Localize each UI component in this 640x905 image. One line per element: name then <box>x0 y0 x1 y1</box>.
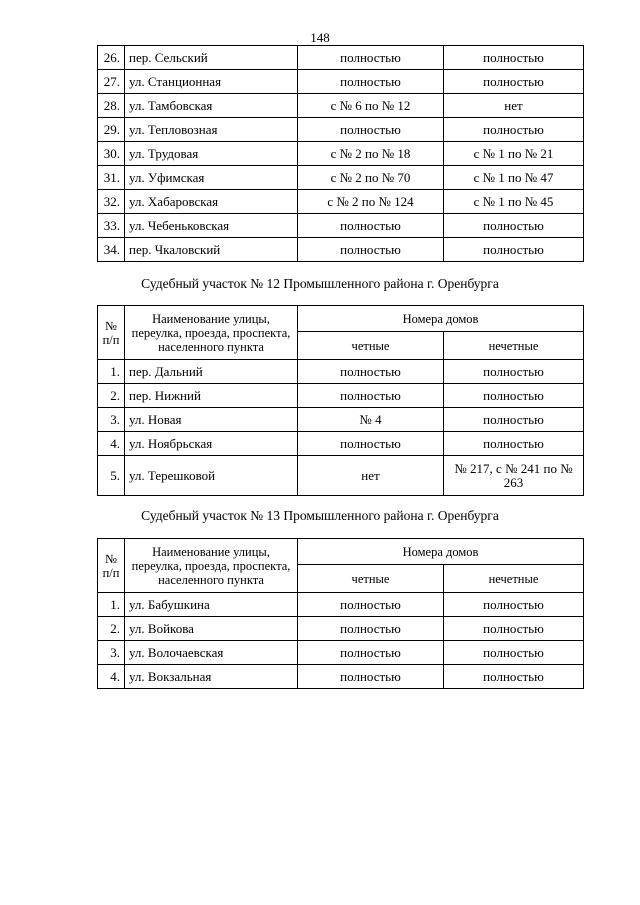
odd-houses: нет <box>444 94 584 118</box>
even-houses: полностью <box>298 360 444 384</box>
even-houses: нет <box>298 456 444 496</box>
street-name: пер. Сельский <box>125 46 298 70</box>
row-number: 4. <box>98 432 125 456</box>
street-name: пер. Нижний <box>125 384 298 408</box>
street-name: пер. Дальний <box>125 360 298 384</box>
odd-houses: полностью <box>444 432 584 456</box>
odd-houses: с № 1 по № 21 <box>444 142 584 166</box>
even-houses: полностью <box>298 665 444 689</box>
page-number: 148 <box>310 30 330 45</box>
odd-houses: полностью <box>444 593 584 617</box>
table-row <box>98 384 584 408</box>
row-number: 33. <box>98 214 125 238</box>
odd-houses: полностью <box>444 118 584 142</box>
row-number: 2. <box>98 617 125 641</box>
row-number: 29. <box>98 118 125 142</box>
section-13-table <box>97 538 584 689</box>
even-houses: полностью <box>298 214 444 238</box>
even-houses: полностью <box>298 617 444 641</box>
column-header-street: Наименование улицы, переулка, проезда, проспекта, населенного пункта <box>125 306 298 360</box>
odd-houses: полностью <box>444 641 584 665</box>
even-houses: полностью <box>298 384 444 408</box>
street-name: ул. Хабаровская <box>125 190 298 214</box>
even-houses: с № 6 по № 12 <box>298 94 444 118</box>
row-number: 31. <box>98 166 125 190</box>
odd-houses: с № 1 по № 45 <box>444 190 584 214</box>
table-row <box>98 142 584 166</box>
even-houses: полностью <box>298 70 444 94</box>
table-row <box>98 94 584 118</box>
street-name: ул. Уфимская <box>125 166 298 190</box>
column-header-odd: нечетные <box>444 565 584 593</box>
row-number: 27. <box>98 70 125 94</box>
street-name: ул. Ноябрьская <box>125 432 298 456</box>
row-number: 26. <box>98 46 125 70</box>
street-name: пер. Чкаловский <box>125 238 298 262</box>
odd-houses: полностью <box>444 70 584 94</box>
section-12-table <box>97 305 584 496</box>
street-name: ул. Станционная <box>125 70 298 94</box>
even-houses: с № 2 по № 70 <box>298 166 444 190</box>
column-header-even: четные <box>298 332 444 360</box>
even-houses: полностью <box>298 432 444 456</box>
table-row <box>98 118 584 142</box>
table-row <box>98 70 584 94</box>
table-row <box>98 166 584 190</box>
column-header-houses: Номера домов <box>298 306 584 332</box>
odd-houses: полностью <box>444 665 584 689</box>
odd-houses: с № 1 по № 47 <box>444 166 584 190</box>
odd-houses: полностью <box>444 46 584 70</box>
table-row <box>98 665 584 689</box>
streets-table-continued <box>97 45 584 262</box>
even-houses: № 4 <box>298 408 444 432</box>
odd-houses: полностью <box>444 408 584 432</box>
even-houses: полностью <box>298 641 444 665</box>
even-houses: полностью <box>298 46 444 70</box>
table-row <box>98 617 584 641</box>
table-row <box>98 190 584 214</box>
column-header-number: № п/п <box>98 306 125 360</box>
section-13-heading: Судебный участок № 13 Промышленного района г. Оренбурга <box>141 508 499 523</box>
even-houses: полностью <box>298 118 444 142</box>
column-header-houses: Номера домов <box>298 539 584 565</box>
row-number: 4. <box>98 665 125 689</box>
even-houses: с № 2 по № 124 <box>298 190 444 214</box>
column-header-odd: нечетные <box>444 332 584 360</box>
odd-houses: полностью <box>444 214 584 238</box>
street-name: ул. Терешковой <box>125 456 298 496</box>
row-number: 3. <box>98 641 125 665</box>
row-number: 28. <box>98 94 125 118</box>
row-number: 1. <box>98 360 125 384</box>
row-number: 30. <box>98 142 125 166</box>
odd-houses: полностью <box>444 360 584 384</box>
even-houses: с № 2 по № 18 <box>298 142 444 166</box>
street-name: ул. Вокзальная <box>125 665 298 689</box>
odd-houses: полностью <box>444 384 584 408</box>
table-row <box>98 408 584 432</box>
table-row <box>98 456 584 496</box>
row-number: 5. <box>98 456 125 496</box>
table-row <box>98 432 584 456</box>
row-number: 1. <box>98 593 125 617</box>
table-row <box>98 46 584 70</box>
column-header-street: Наименование улицы, переулка, проезда, проспекта, населенного пункта <box>125 539 298 593</box>
row-number: 3. <box>98 408 125 432</box>
table-row <box>98 641 584 665</box>
table-row <box>98 214 584 238</box>
odd-houses: № 217, с № 241 по № 263 <box>444 456 584 496</box>
street-name: ул. Чебеньковская <box>125 214 298 238</box>
row-number: 34. <box>98 238 125 262</box>
row-number: 2. <box>98 384 125 408</box>
street-name: ул. Тепловозная <box>125 118 298 142</box>
column-header-even: четные <box>298 565 444 593</box>
row-number: 32. <box>98 190 125 214</box>
street-name: ул. Волочаевская <box>125 641 298 665</box>
even-houses: полностью <box>298 238 444 262</box>
column-header-number: № п/п <box>98 539 125 593</box>
street-name: ул. Войкова <box>125 617 298 641</box>
street-name: ул. Тамбовская <box>125 94 298 118</box>
section-12-heading: Судебный участок № 12 Промышленного района г. Оренбурга <box>141 276 499 291</box>
odd-houses: полностью <box>444 617 584 641</box>
table-row <box>98 593 584 617</box>
table-row <box>98 360 584 384</box>
table-row <box>98 238 584 262</box>
street-name: ул. Бабушкина <box>125 593 298 617</box>
street-name: ул. Трудовая <box>125 142 298 166</box>
odd-houses: полностью <box>444 238 584 262</box>
even-houses: полностью <box>298 593 444 617</box>
street-name: ул. Новая <box>125 408 298 432</box>
